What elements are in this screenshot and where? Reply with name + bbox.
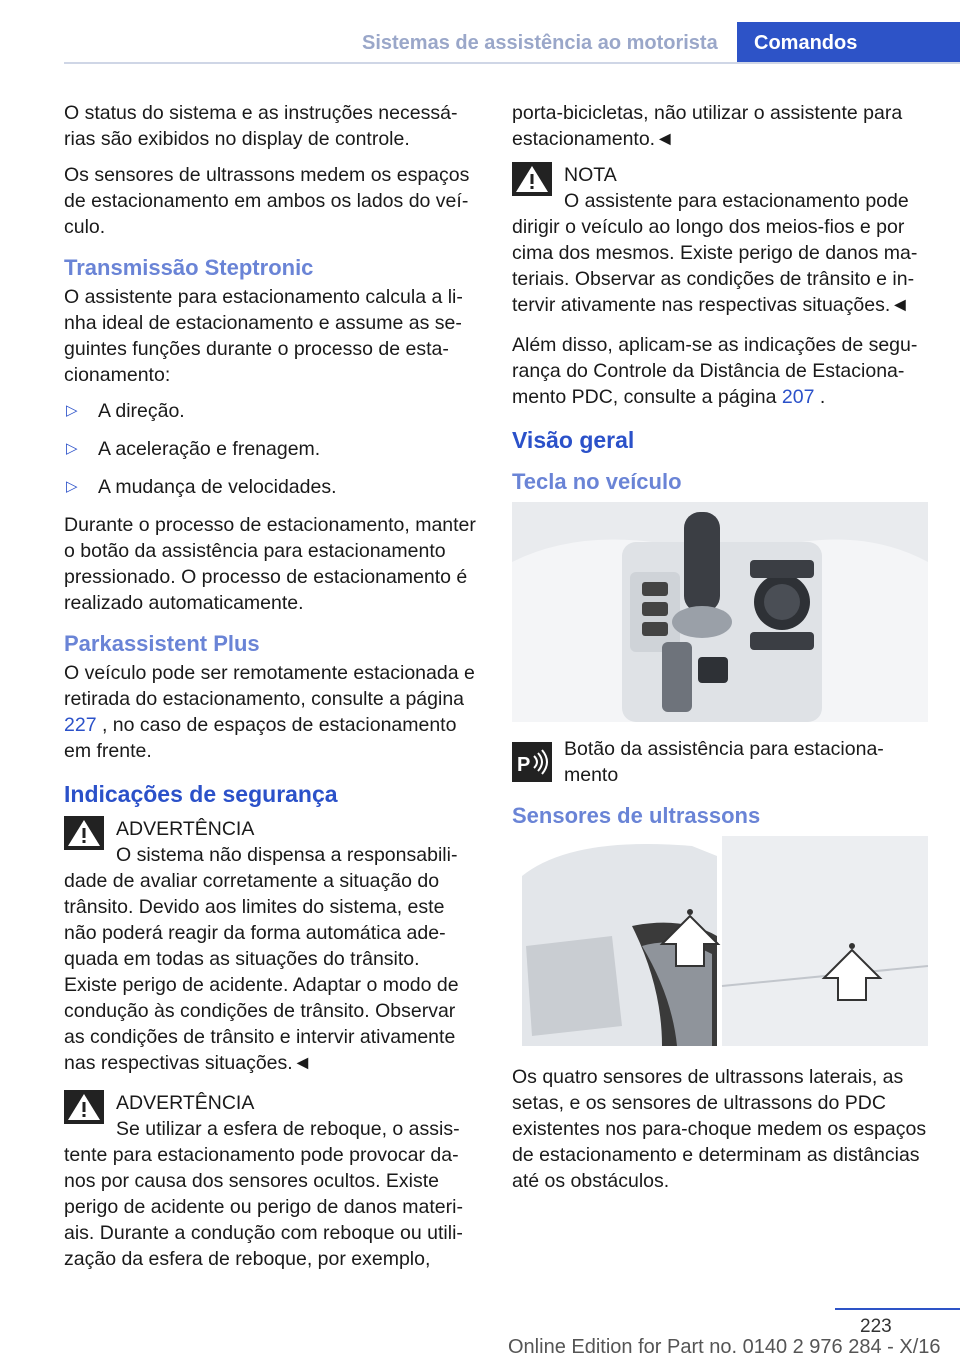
footer-rule xyxy=(835,1308,960,1310)
paragraph-parkassistent: O veículo pode ser remotamente estacionada e retirada do estacionamento, consulte a página 227 , no caso de espaços de estacionamento em frente. xyxy=(64,662,475,762)
heading-safety: Indicações de segurança xyxy=(64,781,338,807)
sensors-photo xyxy=(512,836,928,1046)
paragraph-status: O status do sistema e as instruções necessárias são exibidos no display de controle. xyxy=(64,102,458,150)
list-item: ▷ A direção. xyxy=(66,400,185,422)
warning-block-1 xyxy=(64,816,476,1076)
right-column xyxy=(512,100,928,1204)
warning-triangle-icon xyxy=(512,162,552,196)
heading-button: Tecla no veículo xyxy=(512,469,682,494)
heading-overview: Visão geral xyxy=(512,427,635,453)
paragraph-process: Durante o processo de estacionamento, manter o botão da assistência para estacionamento pressionado. O processo de estacionamento é realizado automaticamente. xyxy=(64,514,476,614)
warning-block-2 xyxy=(64,1090,476,1272)
page-link-207[interactable]: 207 xyxy=(781,386,815,408)
warning-text: O sistema não dispensa a responsabilidade de avaliar corretamente a situação do trânsito. Devido aos limites do sistema, este não poderá reagir da forma automática adequada em todas as situações do trânsito. Existe perigo de acidente. Adaptar o modo de condução às condições de trânsito. Observar as condições de trânsito e intervir ativamente nas respectivas situações.◄ xyxy=(64,844,459,1074)
warning-triangle-icon xyxy=(64,816,104,850)
button-caption: Botão da assistência para estacionamento xyxy=(564,738,884,786)
warning-title: ADVERTÊNCIA xyxy=(116,1092,255,1114)
paragraph-pdc: Além disso, aplicam-se as indicações de segurança do Controle da Distância de Estacionamento PDC, consulte a página 207 . xyxy=(512,334,918,408)
note-text: O assistente para estacionamento pode dirigir o veículo ao longo dos meios-fios e por cima dos mesmos. Existe perigo de danos materiais. Observar as condições de trânsito e intervir ativamente nas respectivas situações.◄ xyxy=(512,190,918,316)
header-rule xyxy=(64,62,960,64)
page-number: 223 xyxy=(860,1316,892,1337)
left-column xyxy=(64,100,476,1286)
triangle-right-icon: ▷ xyxy=(66,440,78,457)
paragraph-sensors-description: Os quatro sensores de ultrassons laterais, as setas, e os sensores de ultrassons do PDC existentes nos para-choque medem os espaços de estacionamento e determinam as distâncias até os obstáculos. xyxy=(512,1066,927,1192)
function-list xyxy=(64,398,476,500)
list-item: ▷ A aceleração e frenagem. xyxy=(66,438,321,460)
svg-text:P: P xyxy=(517,754,531,776)
heading-steptronic: Transmissão Steptronic xyxy=(64,255,314,280)
triangle-right-icon: ▷ xyxy=(66,478,78,495)
warning-triangle-icon xyxy=(64,1090,104,1124)
running-header-section: Sistemas de assistência ao motorista xyxy=(362,32,718,54)
triangle-right-icon: ▷ xyxy=(66,402,78,419)
paragraph-continued: porta-bicicletas, não utilizar o assistente para estacionamento.◄ xyxy=(512,102,903,150)
center-console-photo xyxy=(512,502,928,722)
note-block xyxy=(512,162,928,318)
running-header-chapter-tab: Comandos xyxy=(737,22,960,64)
note-title: NOTA xyxy=(564,164,617,186)
park-assist-icon xyxy=(512,742,552,782)
heading-sensors: Sensores de ultrassons xyxy=(512,803,761,828)
button-caption-row xyxy=(512,736,928,788)
list-item: ▷ A mudança de velocidades. xyxy=(66,476,337,498)
page-link-227[interactable]: 227 xyxy=(64,714,97,736)
heading-parkassistent: Parkassistent Plus xyxy=(64,631,260,656)
warning-title: ADVERTÊNCIA xyxy=(116,818,255,840)
paragraph-sensors: Os sensores de ultrassons medem os espaços de estacionamento em ambos os lados do veículo. xyxy=(64,164,470,238)
paragraph-steptronic: O assistente para estacionamento calcula a linha ideal de estacionamento e assume as seguintes funções durante o processo de estacionamento: xyxy=(64,286,463,386)
footer-edition: Online Edition for Part no. 0140 2 976 284 - X/16 xyxy=(508,1336,941,1358)
warning-text: Se utilizar a esfera de reboque, o assistente para estacionamento pode provocar danos por causa dos sensores ocultos. Existe perigo de acidente ou perigo de danos materiais. Durante a condução com reboque ou utilização da esfera de reboque, por exemplo, xyxy=(64,1118,463,1270)
